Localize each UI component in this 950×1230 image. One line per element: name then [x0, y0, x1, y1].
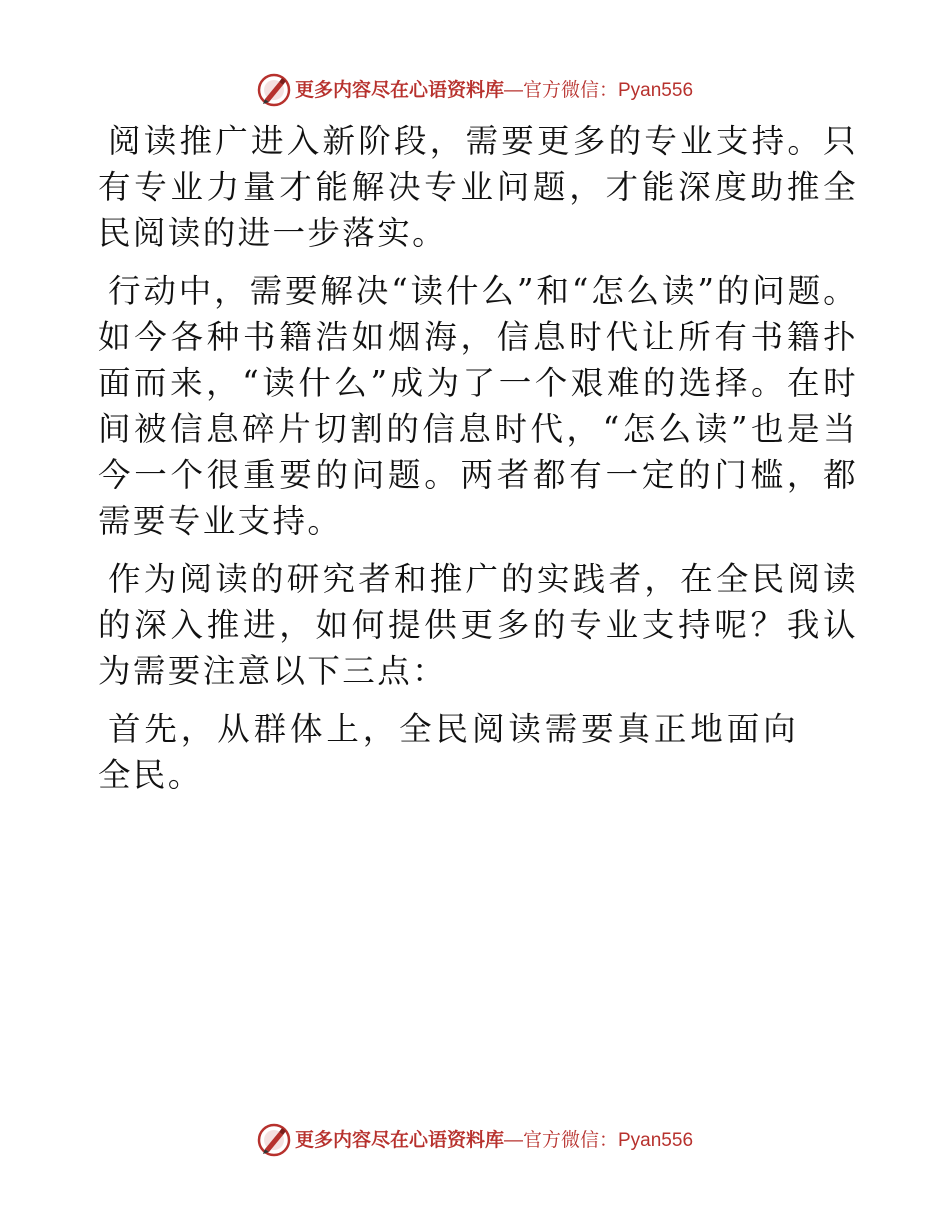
footer-banner	[0, 1120, 950, 1160]
paragraph-2: 行动中，需要解决“读什么”和“怎么读”的问题。如今各种书籍浩如烟海，信息时代让所有书籍扑面而来，“读什么”成为了一个艰难的选择。在时间被信息碎片切割的信息时代，“怎么读”也是当今一个很重要的问题。两者都有一定的门槛，都需要专业支持。	[98, 272, 858, 540]
pen-circle-icon	[257, 73, 291, 107]
pen-circle-icon	[257, 1123, 291, 1157]
paragraph-3: 作为阅读的研究者和推广的实践者，在全民阅读的深入推进，如何提供更多的专业支持呢？我认为需要注意以下三点：	[98, 560, 858, 690]
footer-banner-wechat: —官方微信：Pyan556	[504, 1129, 694, 1151]
header-banner-wechat: —官方微信：Pyan556	[504, 79, 694, 101]
paragraph-4: 首先，从群体上，全民阅读需要真正地面向全民。	[98, 710, 798, 794]
paragraph-1: 阅读推广进入新阶段，需要更多的专业支持。只有专业力量才能解决专业问题，才能深度助推全民阅读的进一步落实。	[98, 122, 858, 252]
footer-banner-main: 更多内容尽在心语资料库	[294, 1128, 504, 1151]
header-banner-main: 更多内容尽在心语资料库	[294, 78, 504, 101]
header-banner	[0, 70, 950, 110]
footer-banner-text	[294, 1128, 694, 1151]
header-banner-text	[294, 78, 694, 101]
document-body	[98, 118, 858, 810]
